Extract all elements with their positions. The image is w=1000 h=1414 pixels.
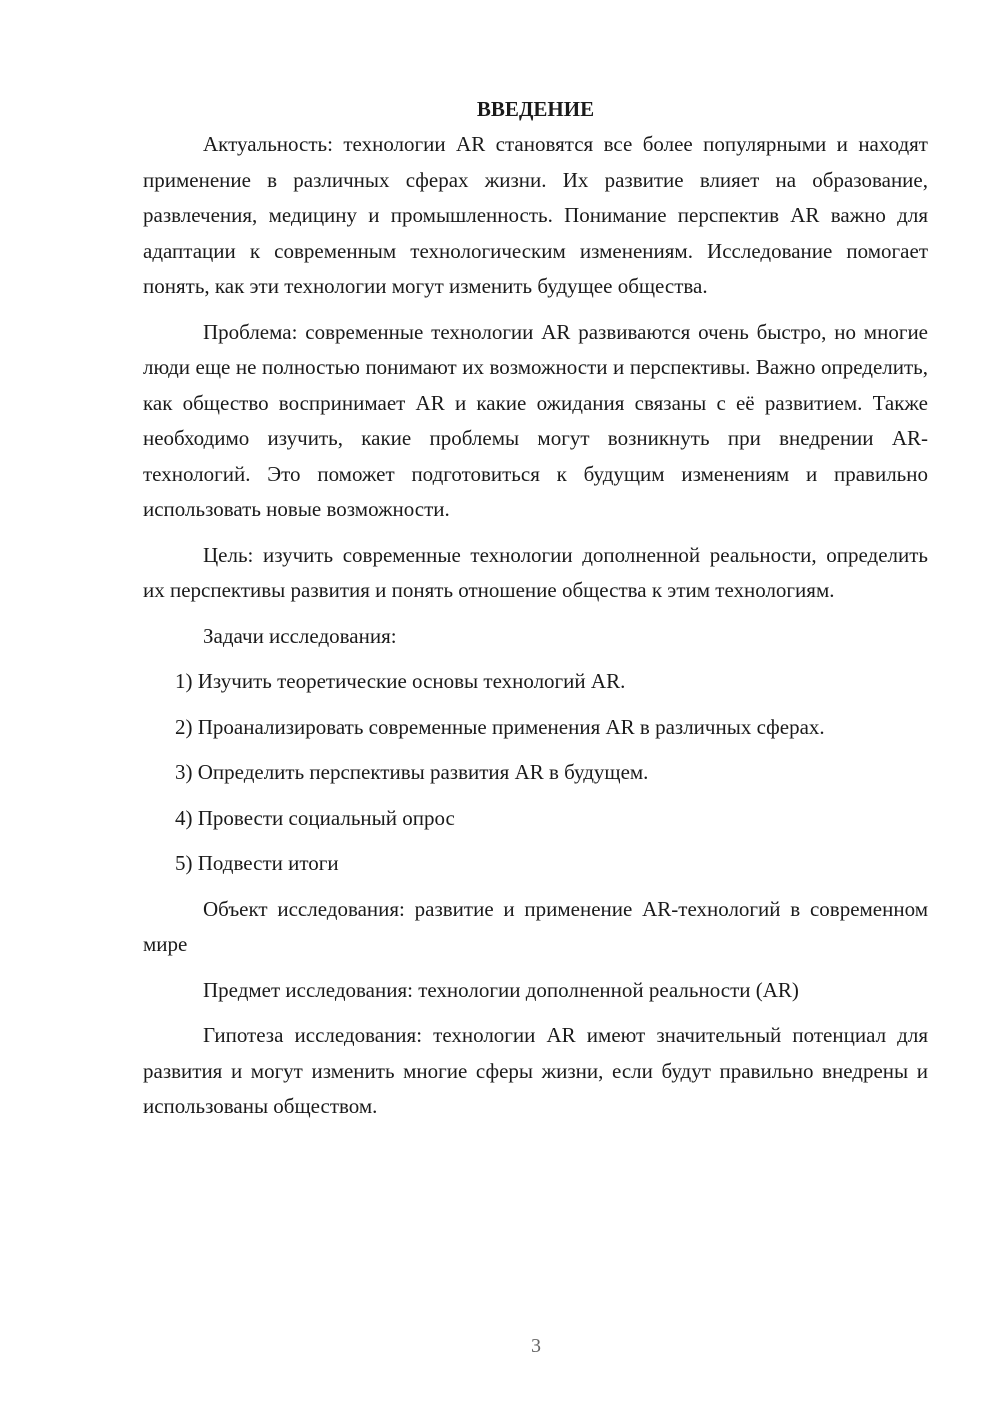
task-item: 1) Изучить теоретические основы технологий AR.: [175, 669, 626, 693]
hypothesis-paragraph: Гипотеза исследования: технологии AR имеют значительный потенциал для развития и могут изменить многие сферы жизни, если будут правильно внедрены и использованы обществом.: [143, 1023, 928, 1118]
subject-paragraph: Предмет исследования: технологии дополненной реальности (AR): [203, 977, 799, 1002]
tasks-heading: Задачи исследования:: [203, 623, 397, 648]
problem-paragraph: Проблема: современные технологии AR развиваются очень быстро, но многие люди еще не полностью понимают их возможности и перспективы. Важно определить, как общество воспринимает AR и какие ожидания связаны с её развитием. Также необходимо изучить, какие проблемы могут возникнуть при внедрении AR-технологий. Это поможет подготовиться к будущим изменениям и правильно использовать новые возможности.: [143, 319, 928, 521]
relevance-paragraph: Актуальность: технологии AR становятся все более популярными и находят применение в различных сферах жизни. Их развитие влияет на образование, развлечения, медицину и промышленность. Понимание перспектив AR важно для адаптации к современным технологическим изменениям. Исследование помогает понять, как эти технологии могут изменить будущее общества.: [143, 132, 928, 298]
goal-paragraph: Цель: изучить современные технологии дополненной реальности, определить их перспективы развития и понять отношение общества к этим технологиям.: [143, 542, 928, 602]
page-content: [143, 92, 928, 1135]
task-item: 5) Подвести итоги: [175, 851, 339, 875]
task-item: 3) Определить перспективы развития AR в будущем.: [175, 760, 649, 784]
object-paragraph: Объект исследования: развитие и применение AR-технологий в современном мире: [143, 896, 928, 956]
page-number: 3: [531, 1335, 541, 1357]
task-item: 4) Провести социальный опрос: [175, 805, 455, 830]
tasks-list: [143, 664, 928, 882]
section-title: ВВЕДЕНИЕ: [476, 97, 595, 121]
task-item: 2) Проанализировать современные применения AR в различных сферах.: [175, 714, 825, 739]
